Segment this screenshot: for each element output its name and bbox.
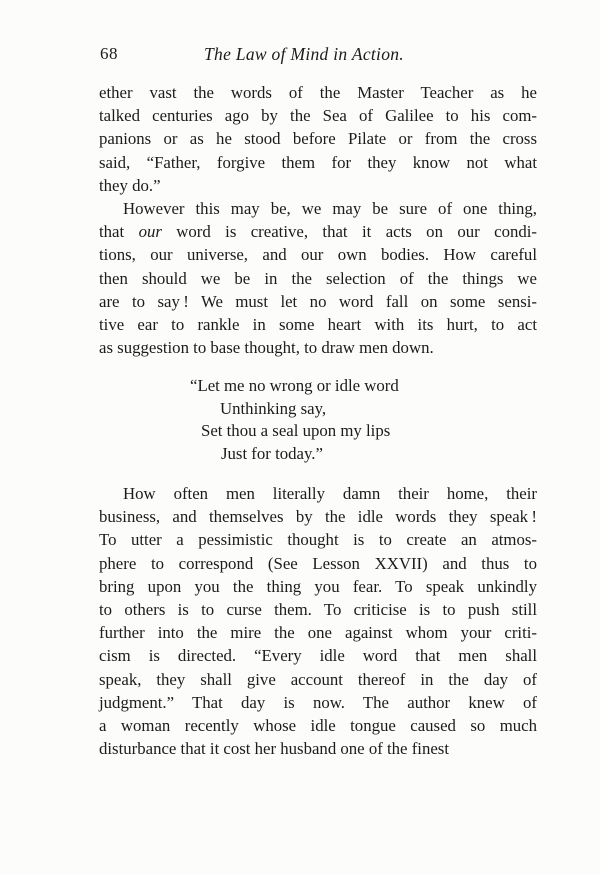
text-line: further into the mire the one against whom your criti- [99, 623, 537, 643]
page-header [99, 44, 537, 66]
verse-block [190, 375, 537, 465]
text-line: speak, they shall give account thereof in the day of [99, 669, 537, 689]
text-line: However this may be, we may be sure of one thing, [123, 199, 537, 219]
text-line: to others is to curse them. To criticise is to push still [99, 600, 537, 620]
text-line: “Let me no wrong or idle word [190, 376, 399, 396]
text-line: that our word is creative, that it acts on our condi- [99, 222, 537, 242]
text-line: tions, our universe, and our own bodies. How careful [99, 245, 537, 265]
text-line: Just for today.” [221, 443, 323, 463]
text-line: ether vast the words of the Master Teacher as he [99, 83, 537, 102]
text-line: phere to correspond (See Lesson XXVII) and thus to [99, 553, 537, 573]
text-line: are to say ! We must let no word fall on some sensi- [99, 291, 537, 311]
text-line: Set thou a seal upon my lips [201, 421, 391, 441]
text-line: How often men literally damn their home, their [123, 484, 537, 504]
text-line: as suggestion to base thought, to draw men down. [99, 338, 434, 358]
text-line: Unthinking say, [220, 398, 327, 418]
running-title: The Law of Mind in Action. [204, 44, 404, 64]
text-line: business, and themselves by the idle words they speak ! [99, 507, 537, 527]
paragraph [99, 81, 537, 197]
text-line: bring upon you the thing you fear. To speak unkindly [99, 576, 537, 596]
text-line: they do.” [99, 175, 161, 195]
text-line: judgment.” That day is now. The author knew of [99, 692, 537, 712]
text-line: cism is directed. “Every idle word that men shall [99, 646, 537, 666]
text-line: panions or as he stood before Pilate or from the cross [99, 129, 537, 149]
paragraph [99, 482, 537, 760]
text-line: To utter a pessimistic thought is to create an atmos- [99, 530, 537, 550]
page-body [99, 81, 537, 761]
text-line: disturbance that it cost her husband one of the finest [99, 739, 449, 759]
text-line: a woman recently whose idle tongue caused so much [99, 716, 537, 736]
text-line: then should we be in the selection of the things we [99, 268, 537, 288]
text-line: tive ear to rankle in some heart with its hurt, to act [99, 315, 537, 335]
text-line: said, “Father, forgive them for they know not what [99, 152, 537, 172]
paragraph [99, 197, 537, 359]
text-line: talked centuries ago by the Sea of Galilee to his com- [99, 106, 537, 126]
page-number: 68 [100, 44, 118, 63]
